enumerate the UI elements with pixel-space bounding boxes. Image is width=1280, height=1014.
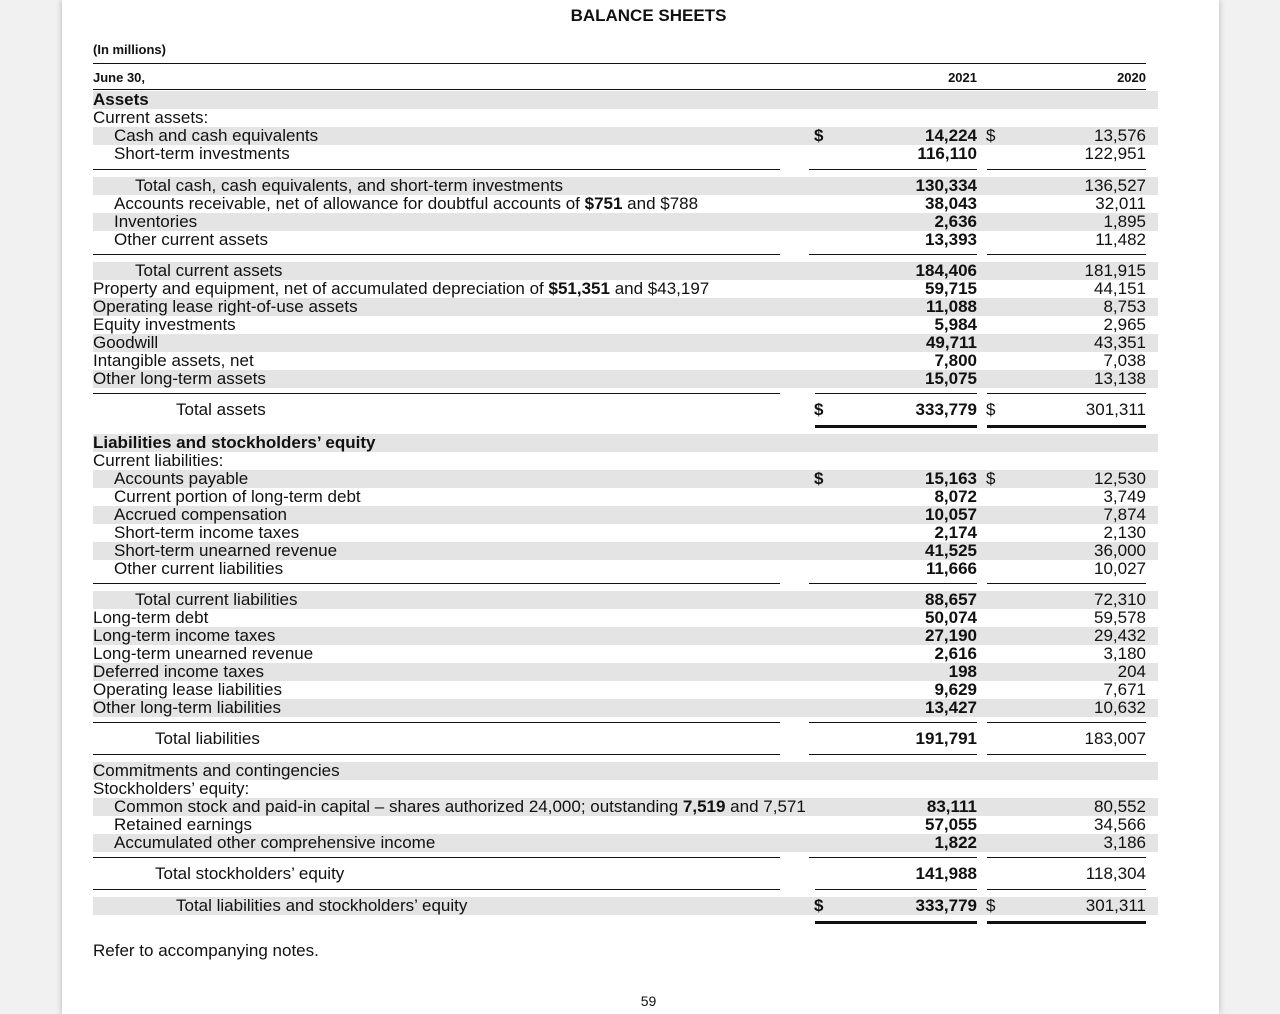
value-2020: 181,915 [1084, 261, 1146, 280]
value-2021: 116,110 [917, 144, 977, 163]
row-label: Total liabilities and stockholders’ equity [176, 896, 468, 915]
currency-symbol-2021: $ [814, 400, 824, 419]
row-label: Current assets: [93, 108, 209, 127]
currency-symbol-2021: $ [814, 896, 824, 915]
table-row [93, 681, 1158, 699]
table-rule [809, 169, 977, 170]
table-rule [987, 393, 1146, 394]
value-2021: 130,334 [915, 176, 977, 195]
row-label: Short-term investments [114, 144, 290, 163]
page-number: 59 [640, 993, 657, 1009]
row-label-bold-value: $751 [584, 194, 623, 213]
value-2020: 29,432 [1094, 626, 1146, 645]
row-label: Total current assets [135, 261, 283, 280]
value-2020: 80,552 [1094, 797, 1146, 816]
value-2020: 59,578 [1094, 608, 1146, 627]
value-2020: 11,482 [1095, 230, 1146, 249]
value-2020: 12,530 [1094, 469, 1146, 488]
value-2020: 8,753 [1103, 297, 1146, 316]
table-row [93, 524, 1158, 542]
value-2020: 3,186 [1103, 833, 1146, 852]
table-rule [93, 754, 780, 755]
value-2021: 184,406 [915, 261, 977, 280]
row-label-bold-value: 7,519 [682, 797, 726, 816]
row-label: Liabilities and stockholders’ equity [93, 433, 376, 452]
table-row [93, 127, 1158, 145]
value-2021: 15,163 [925, 469, 977, 488]
row-label: Total stockholders’ equity [155, 864, 345, 883]
value-2021: 27,190 [925, 626, 977, 645]
table-rule [987, 254, 1146, 255]
table-rule [815, 921, 977, 924]
value-2020: 3,180 [1103, 644, 1146, 663]
row-label: Retained earnings [114, 815, 252, 834]
header-bottom-rule [93, 89, 1146, 90]
table-row [93, 542, 1158, 560]
table-rule [93, 393, 780, 394]
value-2020: 36,000 [1094, 541, 1146, 560]
table-row [93, 298, 1158, 316]
value-2021: 141,988 [915, 864, 977, 883]
value-2021: 198 [948, 662, 977, 681]
row-label: Total cash, cash equivalents, and short-term investments [135, 176, 564, 195]
value-2020: 13,576 [1094, 126, 1146, 145]
value-2021: 5,984 [934, 315, 977, 334]
table-row [93, 488, 1158, 506]
row-label [93, 280, 709, 298]
row-label: Long-term unearned revenue [93, 644, 314, 663]
table-rule [987, 722, 1146, 723]
table-rule [93, 889, 780, 890]
table-rule [809, 583, 977, 584]
table-row [93, 762, 1158, 780]
row-label-text: and $788 [622, 194, 699, 213]
table-rule [93, 857, 780, 858]
row-label [114, 798, 806, 816]
table-row [93, 699, 1158, 717]
currency-symbol-2021: $ [814, 126, 824, 145]
table-rule [987, 583, 1146, 584]
table-rule [93, 722, 780, 723]
value-2020: 10,027 [1094, 559, 1146, 578]
table-rule [815, 425, 977, 428]
table-row [93, 280, 1158, 298]
table-rule [987, 425, 1146, 428]
row-label: Other current liabilities [114, 559, 284, 578]
value-2020: 7,038 [1103, 351, 1146, 370]
row-label: Current liabilities: [93, 451, 224, 470]
table-row [93, 434, 1158, 452]
row-label: Total assets [176, 400, 266, 419]
row-label: Other long-term liabilities [93, 698, 282, 717]
row-label: Long-term income taxes [93, 626, 276, 645]
table-rule [809, 857, 977, 858]
value-2021: 49,711 [925, 333, 977, 352]
page-title: BALANCE SHEETS [570, 6, 727, 25]
row-label-bold-value: $51,351 [548, 279, 610, 298]
value-2021: 13,393 [925, 230, 977, 249]
row-label [114, 195, 698, 213]
row-label: Short-term income taxes [114, 523, 300, 542]
value-2020: 1,895 [1103, 212, 1146, 231]
table-rule [987, 754, 1146, 755]
value-2021: 57,055 [925, 815, 977, 834]
row-label-text: and $43,197 [609, 279, 710, 298]
value-2021: 7,800 [934, 351, 977, 370]
value-2021: 191,791 [915, 729, 977, 748]
value-2020: 10,632 [1094, 698, 1146, 717]
table-row [93, 452, 1158, 470]
value-2020: 2,130 [1103, 523, 1146, 542]
table-rule [815, 393, 977, 394]
row-label: Accrued compensation [114, 505, 287, 524]
value-2020: 7,671 [1103, 680, 1146, 699]
row-label-text: Property and equipment, net of accumulated depreciation of [93, 279, 549, 298]
value-2020: 44,151 [1094, 279, 1146, 298]
table-row [93, 213, 1158, 231]
value-2021: 9,629 [934, 680, 977, 699]
value-2020: 34,566 [1094, 815, 1146, 834]
table-row [93, 91, 1158, 109]
table-row [93, 780, 1158, 798]
row-label: Short-term unearned revenue [114, 541, 338, 560]
row-label-text: and 7,571 [725, 797, 806, 816]
document-page [62, 0, 1219, 1014]
value-2021: 11,088 [925, 297, 977, 316]
value-2021: 15,075 [925, 369, 977, 388]
table-row [93, 195, 1158, 213]
table-row [93, 316, 1158, 334]
row-label: Long-term debt [93, 608, 209, 627]
row-label-text: Accounts receivable, net of allowance for doubtful accounts of [114, 194, 585, 213]
row-label: Other long-term assets [93, 369, 266, 388]
row-label: Stockholders’ equity: [93, 779, 250, 798]
table-rule [987, 889, 1146, 890]
row-label: Deferred income taxes [93, 662, 265, 681]
value-2020: 3,749 [1103, 487, 1146, 506]
table-row [93, 627, 1158, 645]
value-2021: 50,074 [925, 608, 977, 627]
value-2020: 2,965 [1103, 315, 1146, 334]
currency-symbol-2021: $ [814, 469, 824, 488]
table-row [93, 591, 1158, 609]
value-2021: 2,174 [934, 523, 977, 542]
row-label: Assets [93, 90, 149, 109]
row-label: Goodwill [93, 333, 159, 352]
table-row [93, 798, 1158, 816]
row-label: Equity investments [93, 315, 236, 334]
row-label: Accumulated other comprehensive income [114, 833, 436, 852]
table-row [93, 663, 1158, 681]
table-row [93, 834, 1158, 852]
table-rule [987, 921, 1146, 924]
value-2021: 88,657 [925, 590, 977, 609]
table-row [93, 506, 1158, 524]
row-label: Accounts payable [114, 469, 249, 488]
table-row [93, 865, 1158, 883]
table-rule [809, 254, 977, 255]
value-2021: 2,616 [934, 644, 977, 663]
value-2020: 122,951 [1084, 144, 1146, 163]
table-row [93, 816, 1158, 834]
table-row [93, 109, 1158, 127]
value-2021: 2,636 [934, 212, 977, 231]
table-row [93, 897, 1158, 915]
units-note: (In millions) [93, 42, 166, 57]
value-2020: 7,874 [1103, 505, 1146, 524]
table-row [93, 352, 1158, 370]
column-header-2021: 2021 [948, 70, 977, 85]
table-row [93, 560, 1158, 578]
header-top-rule [93, 63, 1146, 64]
column-header-row [93, 70, 1146, 86]
row-label: Cash and cash equivalents [114, 126, 319, 145]
value-2021: 14,224 [925, 126, 977, 145]
currency-symbol-2020: $ [986, 469, 996, 488]
row-label: Intangible assets, net [93, 351, 254, 370]
table-row [93, 401, 1158, 419]
table-row [93, 262, 1158, 280]
value-2020: 118,304 [1085, 864, 1146, 883]
footnote: Refer to accompanying notes. [93, 941, 319, 960]
table-row [93, 231, 1158, 249]
column-header-2020: 2020 [1117, 70, 1146, 85]
row-label: Operating lease right-of-use assets [93, 297, 358, 316]
row-label: Other current assets [114, 230, 269, 249]
value-2020: 301,311 [1085, 400, 1146, 419]
value-2020: 13,138 [1094, 369, 1146, 388]
table-row [93, 609, 1158, 627]
column-header-date: June 30, [93, 70, 146, 85]
value-2021: 1,822 [934, 833, 977, 852]
table-rule [93, 583, 780, 584]
value-2021: 83,111 [926, 797, 977, 816]
row-label: Commitments and contingencies [93, 761, 340, 780]
table-rule [987, 857, 1146, 858]
table-row [93, 645, 1158, 663]
value-2020: 301,311 [1085, 896, 1146, 915]
table-rule [809, 722, 977, 723]
row-label: Current portion of long-term debt [114, 487, 361, 506]
row-label: Operating lease liabilities [93, 680, 282, 699]
value-2020: 183,007 [1084, 729, 1146, 748]
table-row [93, 145, 1158, 163]
row-label: Total current liabilities [135, 590, 298, 609]
table-rule [93, 254, 780, 255]
currency-symbol-2020: $ [986, 400, 996, 419]
value-2021: 10,057 [925, 505, 977, 524]
value-2020: 43,351 [1094, 333, 1146, 352]
row-label: Inventories [114, 212, 198, 231]
value-2020: 72,310 [1094, 590, 1146, 609]
table-rule [987, 169, 1146, 170]
value-2020: 32,011 [1095, 194, 1146, 213]
table-rule [815, 889, 977, 890]
value-2021: 59,715 [925, 279, 977, 298]
value-2020: 136,527 [1084, 176, 1146, 195]
row-label: Total liabilities [155, 729, 260, 748]
value-2021: 333,779 [915, 400, 977, 419]
value-2021: 41,525 [925, 541, 977, 560]
value-2020: 204 [1117, 662, 1146, 681]
value-2021: 38,043 [925, 194, 977, 213]
table-row [93, 470, 1158, 488]
value-2021: 333,779 [915, 896, 977, 915]
value-2021: 13,427 [925, 698, 977, 717]
value-2021: 11,666 [925, 559, 977, 578]
currency-symbol-2020: $ [986, 896, 996, 915]
value-2021: 8,072 [934, 487, 977, 506]
table-row [93, 730, 1158, 748]
table-row [93, 334, 1158, 352]
currency-symbol-2020: $ [986, 126, 996, 145]
table-row [93, 370, 1158, 388]
table-rule [809, 754, 977, 755]
table-rule [93, 169, 780, 170]
table-row [93, 177, 1158, 195]
row-label-text: Common stock and paid-in capital – shares authorized 24,000; outstanding [114, 797, 683, 816]
